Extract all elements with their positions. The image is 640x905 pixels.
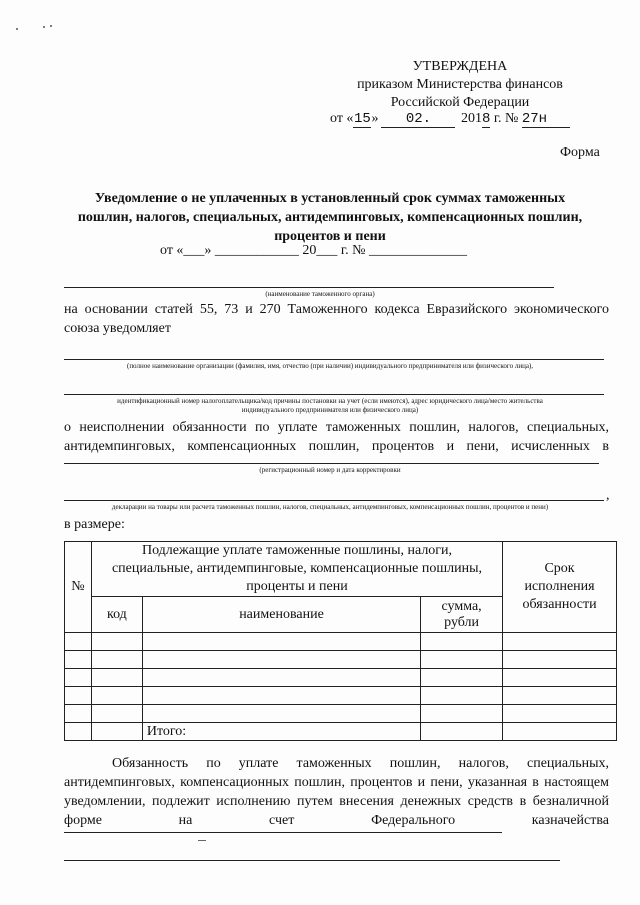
table-cell: [91, 705, 142, 723]
table-cell: [142, 669, 420, 687]
approval-line-2: Российской Федерации: [390, 95, 530, 110]
table-cell: [65, 705, 92, 723]
basis-paragraph: на основании статей 55, 73 и 270 Таможенного кодекса Евразийского экономического союза уведомляет: [64, 302, 609, 336]
table-cell: [421, 669, 503, 687]
title-line-2: пошлин, налогов, специальных, антидемпинговых, компенсационных пошлин,: [77, 210, 583, 225]
col-deadline-header: Срок исполнения обязанности: [503, 542, 617, 633]
customs-body-caption: (наименование таможенного органа): [265, 290, 375, 298]
table-cell: [65, 669, 92, 687]
declaration-line: [64, 500, 604, 501]
handwritten-number: 27н: [522, 111, 570, 128]
table-cell: [142, 687, 420, 705]
table-cell: [421, 651, 503, 669]
reg-number-caption: (регистрационный номер и дата корректировки: [259, 466, 401, 474]
customs-body-line: [64, 287, 554, 288]
table-row: [65, 687, 617, 705]
declaration-caption: декларации на товары или расчета таможенных пошлин, налогов, специальных, антидемпинговых, компенсационных пошлин, процентов и пени): [111, 503, 549, 511]
inn-caption-1: идентификационный номер налогоплательщика/код причины постановки на учет (если имеются), адрес юридического лица/место жительства: [117, 397, 543, 405]
sub-name-header: наименование: [142, 597, 420, 633]
sub-code-header: код: [91, 597, 142, 633]
table-cell: [91, 687, 142, 705]
table-cell: [142, 633, 420, 651]
col-duties-header: Подлежащие уплате таможенные пошлины, налоги, специальные, антидемпинговые, компенсационные пошлины, проценты и пени: [91, 542, 502, 597]
amount-label: в размере:: [64, 517, 125, 532]
notice-date-number: от «___» ____________ 20___ г. № ______________: [160, 243, 467, 258]
sub-sum-header: сумма, рубли: [421, 597, 503, 633]
table-row: [65, 633, 617, 651]
handwritten-day: 15: [354, 111, 371, 127]
organization-line: [64, 359, 604, 360]
handwritten-year: 8: [481, 111, 491, 127]
form-label: Форма: [560, 145, 600, 160]
scan-mark: [198, 840, 206, 841]
approval-title: УТВЕРЖДЕНА: [412, 59, 508, 74]
scan-speck: [50, 25, 52, 27]
year-prefix: 201: [460, 111, 482, 126]
total-label: Итого:: [142, 723, 420, 741]
number-prefix: г. №: [493, 111, 519, 126]
obligation-paragraph: Обязанность по уплате таможенных пошлин, налогов, специальных, антидемпинговых, компенсационных пошлин, процентов и пени, указанная в настоящем уведомлении, подлежит исполнению путем внесения денежных средств в безналичной форме на счет Федерального казначейства: [64, 756, 609, 828]
table-cell: [65, 633, 92, 651]
table-cell: [142, 705, 420, 723]
table-cell: [503, 669, 617, 687]
non-fulfillment-paragraph: о неисполнении обязанности по уплате таможенных пошлин, налогов, специальных, антидемпинговых, компенсационных пошлин, процентов и пени, исчисленных в: [64, 420, 609, 454]
treasury-line: [64, 832, 502, 833]
table-row: [65, 651, 617, 669]
notice-title: [60, 189, 600, 246]
total-deadline: [503, 723, 617, 741]
col-number-header: №: [65, 542, 92, 633]
comma-mark: ,: [606, 488, 610, 503]
table-cell: [421, 705, 503, 723]
duties-table: [64, 541, 617, 741]
table-cell: [421, 687, 503, 705]
approval-line-1: приказом Министерства финансов: [357, 77, 563, 92]
table-row: [65, 705, 617, 723]
title-line-1: Уведомление о не уплаченных в установленный срок суммах таможенных: [94, 191, 566, 206]
empty-rows: [65, 633, 617, 723]
date-quote: »: [371, 111, 379, 126]
table-cell: [503, 705, 617, 723]
table-cell: [91, 669, 142, 687]
table-cell: [503, 687, 617, 705]
total-row-num: [65, 723, 92, 741]
reg-number-line: [64, 463, 599, 464]
total-sum: [421, 723, 503, 741]
total-row-code: [91, 723, 142, 741]
scan-speck: [43, 26, 45, 28]
inn-caption-2: индивидуального предпринимателя или физического лица): [241, 406, 419, 414]
table-cell: [503, 651, 617, 669]
table-cell: [65, 687, 92, 705]
table-cell: [91, 651, 142, 669]
table-cell: [503, 633, 617, 651]
table-cell: [421, 633, 503, 651]
bottom-line: [64, 860, 560, 861]
date-prefix: от «: [330, 111, 354, 126]
title-line-3: процентов и пени: [274, 229, 386, 244]
table-cell: [91, 633, 142, 651]
approval-date: [330, 111, 590, 133]
inn-line: [64, 394, 604, 395]
table-cell: [65, 651, 92, 669]
organization-caption: (полное наименование организации (фамилия, имя, отчество (при наличии) индивидуального предпринимателя или физического лица),: [126, 362, 534, 370]
handwritten-month: 02.: [381, 111, 455, 128]
table-cell: [142, 651, 420, 669]
scan-speck: [16, 28, 18, 30]
table-row: [65, 669, 617, 687]
